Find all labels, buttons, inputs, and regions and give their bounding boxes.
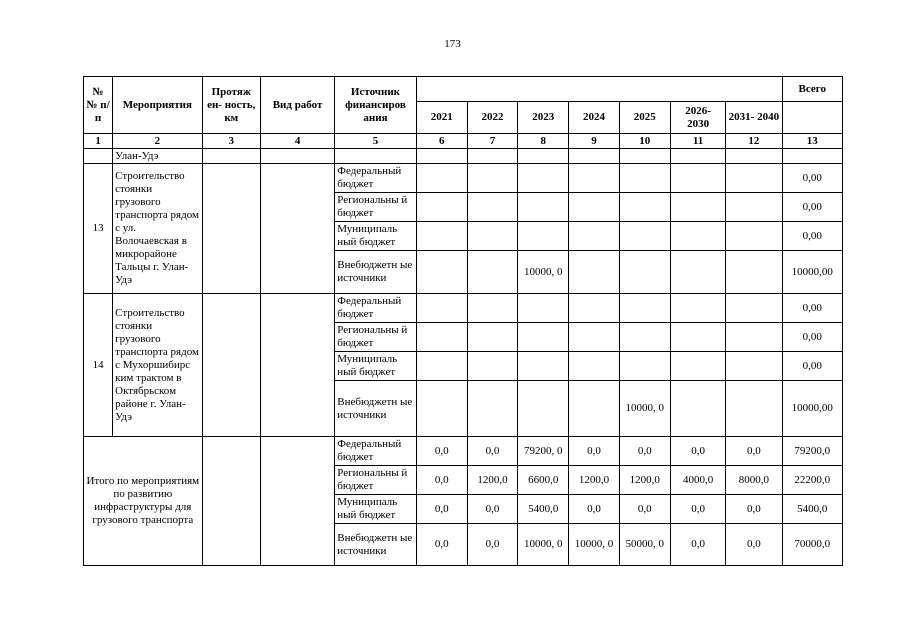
year-value — [569, 381, 619, 437]
source-label: Федеральный бюджет — [335, 294, 416, 323]
total-value: 0,00 — [782, 222, 842, 251]
year-value — [670, 164, 725, 193]
continuation-num-cell — [84, 149, 113, 164]
total-value: 79200,0 — [782, 437, 842, 466]
year-value — [518, 352, 569, 381]
source-label: Внебюджетн ые источники — [335, 524, 416, 566]
year-value — [416, 352, 467, 381]
year-value — [569, 251, 619, 294]
year-value: 1200,0 — [619, 466, 670, 495]
year-value — [416, 164, 467, 193]
year-value — [518, 323, 569, 352]
year-value: 0,0 — [416, 495, 467, 524]
column-number: 2 — [113, 134, 202, 149]
year-value — [670, 222, 725, 251]
header-year: 2023 — [518, 102, 569, 134]
total-value: 70000,0 — [782, 524, 842, 566]
total-value: 0,00 — [782, 323, 842, 352]
year-value — [416, 193, 467, 222]
year-value — [670, 381, 725, 437]
total-value: 22200,0 — [782, 466, 842, 495]
year-value — [416, 294, 467, 323]
year-value — [518, 222, 569, 251]
header-length: Протяж ен- ность, км — [202, 77, 260, 134]
year-value: 0,0 — [416, 524, 467, 566]
year-value: 0,0 — [467, 495, 517, 524]
source-label: Региональны й бюджет — [335, 193, 416, 222]
length-cell — [202, 437, 260, 566]
header-year: 2021 — [416, 102, 467, 134]
source-label: Муниципаль ный бюджет — [335, 495, 416, 524]
year-value: 0,0 — [569, 495, 619, 524]
source-label: Внебюджетн ые источники — [335, 381, 416, 437]
column-number: 8 — [518, 134, 569, 149]
year-value — [619, 352, 670, 381]
year-value: 0,0 — [619, 437, 670, 466]
year-value: 5400,0 — [518, 495, 569, 524]
financing-table — [83, 76, 843, 566]
header-years-group — [416, 77, 782, 102]
year-value — [619, 164, 670, 193]
header-year: 2026- 2030 — [670, 102, 725, 134]
column-number: 6 — [416, 134, 467, 149]
year-value: 0,0 — [467, 524, 517, 566]
header-year: 2024 — [569, 102, 619, 134]
header-year: 2031- 2040 — [726, 102, 782, 134]
source-label: Региональны й бюджет — [335, 466, 416, 495]
length-cell — [202, 164, 260, 294]
year-value — [670, 352, 725, 381]
column-number: 3 — [202, 134, 260, 149]
year-value — [619, 193, 670, 222]
column-number: 12 — [726, 134, 782, 149]
year-value — [518, 193, 569, 222]
year-value: 8000,0 — [726, 466, 782, 495]
year-value: 0,0 — [726, 495, 782, 524]
year-value: 0,0 — [416, 437, 467, 466]
year-value — [619, 294, 670, 323]
column-number: 11 — [670, 134, 725, 149]
column-number: 9 — [569, 134, 619, 149]
work-type-cell — [260, 294, 334, 437]
year-value — [569, 193, 619, 222]
year-value — [467, 323, 517, 352]
year-value — [416, 222, 467, 251]
year-value: 0,0 — [416, 466, 467, 495]
year-value — [467, 251, 517, 294]
year-value — [726, 164, 782, 193]
header-work-type: Вид работ — [260, 77, 334, 134]
column-number: 4 — [260, 134, 334, 149]
year-value — [467, 352, 517, 381]
year-value — [416, 323, 467, 352]
year-value: 79200, 0 — [518, 437, 569, 466]
year-value — [467, 381, 517, 437]
year-value: 0,0 — [670, 524, 725, 566]
year-value — [467, 193, 517, 222]
table-row — [84, 164, 843, 193]
year-value — [726, 251, 782, 294]
column-number: 10 — [619, 134, 670, 149]
totals-row — [84, 437, 843, 466]
year-value: 0,0 — [670, 495, 725, 524]
header-source: Источник финансиров ания — [335, 77, 416, 134]
source-label: Федеральный бюджет — [335, 437, 416, 466]
year-value — [670, 323, 725, 352]
header-num: № № п/п — [84, 77, 113, 134]
work-type-cell — [260, 164, 334, 294]
year-value: 0,0 — [569, 437, 619, 466]
year-value — [726, 323, 782, 352]
year-value: 0,0 — [619, 495, 670, 524]
year-value: 10000, 0 — [569, 524, 619, 566]
year-value: 10000, 0 — [518, 524, 569, 566]
year-value — [569, 294, 619, 323]
totals-label: Итого по мероприятиям по развитию инфраструктуры для грузового транспорта — [84, 437, 203, 566]
year-value: 50000, 0 — [619, 524, 670, 566]
year-value: 6600,0 — [518, 466, 569, 495]
total-value: 10000,00 — [782, 251, 842, 294]
year-value — [619, 222, 670, 251]
column-number: 5 — [335, 134, 416, 149]
header-year: 2025 — [619, 102, 670, 134]
year-value — [619, 323, 670, 352]
year-value — [416, 251, 467, 294]
source-label: Федеральный бюджет — [335, 164, 416, 193]
year-value — [569, 164, 619, 193]
year-value: 1200,0 — [569, 466, 619, 495]
header-total: Всего — [782, 77, 842, 102]
header-total-blank — [782, 102, 842, 134]
year-value: 10000, 0 — [518, 251, 569, 294]
year-value: 0,0 — [670, 437, 725, 466]
row-number: 14 — [84, 294, 113, 437]
column-number: 13 — [782, 134, 842, 149]
page-number: 173 — [444, 38, 461, 50]
header-events: Мероприятия — [113, 77, 202, 134]
table-row — [84, 294, 843, 323]
year-value — [670, 251, 725, 294]
year-value — [518, 294, 569, 323]
continuation-text: Улан-Удэ — [113, 149, 202, 164]
total-value: 0,00 — [782, 164, 842, 193]
year-value — [467, 294, 517, 323]
year-value: 1200,0 — [467, 466, 517, 495]
header-year: 2022 — [467, 102, 517, 134]
source-label: Региональны й бюджет — [335, 323, 416, 352]
column-number: 7 — [467, 134, 517, 149]
year-value — [726, 381, 782, 437]
total-value: 0,00 — [782, 352, 842, 381]
length-cell — [202, 294, 260, 437]
event-name: Строительство стоянки грузового транспорта рядом с Мухоршибирс ким трактом в Октябрьском районе г. Улан-Удэ — [113, 294, 202, 437]
year-value: 4000,0 — [670, 466, 725, 495]
total-value: 0,00 — [782, 294, 842, 323]
source-label: Муниципаль ный бюджет — [335, 352, 416, 381]
row-number: 13 — [84, 164, 113, 294]
year-value — [569, 352, 619, 381]
year-value — [467, 164, 517, 193]
year-value: 0,0 — [467, 437, 517, 466]
year-value — [726, 222, 782, 251]
year-value — [416, 381, 467, 437]
year-value — [726, 193, 782, 222]
year-value — [726, 294, 782, 323]
year-value — [467, 222, 517, 251]
year-value — [569, 323, 619, 352]
source-label: Внебюджетн ые источники — [335, 251, 416, 294]
year-value — [619, 251, 670, 294]
year-value — [670, 294, 725, 323]
total-value: 0,00 — [782, 193, 842, 222]
work-type-cell — [260, 437, 334, 566]
year-value — [726, 352, 782, 381]
year-value: 0,0 — [726, 524, 782, 566]
year-value — [518, 381, 569, 437]
year-value — [518, 164, 569, 193]
year-value: 10000, 0 — [619, 381, 670, 437]
year-value: 0,0 — [726, 437, 782, 466]
year-value — [569, 222, 619, 251]
total-value: 10000,00 — [782, 381, 842, 437]
year-value — [670, 193, 725, 222]
source-label: Муниципаль ный бюджет — [335, 222, 416, 251]
column-number: 1 — [84, 134, 113, 149]
event-name: Строительство стоянки грузового транспорта рядом с ул. Волочаевская в микрорайоне Тальцы г. Улан-Удэ — [113, 164, 202, 294]
total-value: 5400,0 — [782, 495, 842, 524]
